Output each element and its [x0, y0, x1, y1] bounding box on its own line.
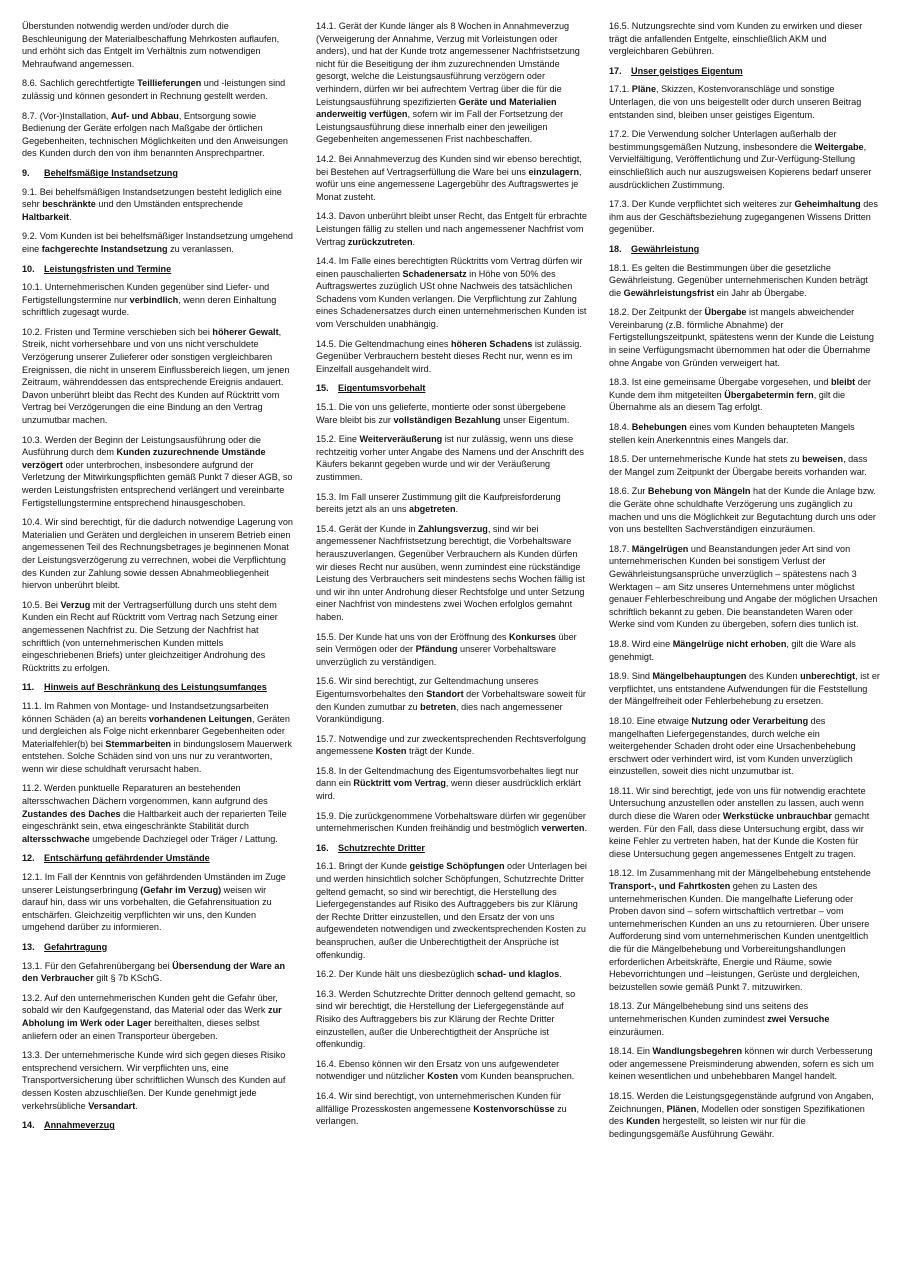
clause-text: des ihm aus der Geschäftsbeziehung zugegangenen Wissens Dritten gegenüber. — [609, 199, 878, 235]
clause-paragraph — [609, 83, 881, 121]
emphasized-text: Zahlungsverzug — [418, 523, 488, 534]
clause-paragraph — [316, 255, 588, 331]
clause-paragraph — [609, 1000, 881, 1038]
clause-paragraph — [22, 110, 294, 160]
emphasized-text: Übergabe — [704, 307, 747, 318]
section-heading — [316, 382, 588, 395]
clause-text: 13.2. Auf den unternehmerischen Kunden geht die Gefahr über, sobald wir den Kaufgegenstand, das Material oder das Werk — [22, 992, 278, 1016]
emphasized-text: einzulagern — [528, 166, 580, 177]
clause-text: , Modellen oder sonstigen Spezifikationen des — [609, 1103, 865, 1127]
clause-text: des Kunden — [746, 671, 801, 682]
emphasized-text: unberechtigt — [800, 671, 856, 682]
clause-paragraph — [609, 262, 881, 300]
emphasized-text: Verzug — [60, 599, 91, 610]
clause-text: 15.9. Die zurückgenommene Vorbehaltsware dürfen wir gegenüber unternehmerischen Kunden freihändig und bestmöglich — [316, 810, 586, 834]
clause-text: , gilt die Übernahme als an diesem Tag erfolgt. — [609, 389, 846, 413]
clause-text: 18.14. Ein — [609, 1046, 653, 1057]
clause-text: 18.8. Wird eine — [609, 638, 673, 649]
clause-text: mit der Vertragserfüllung durch uns steht dem Kunden ein Recht auf Rücktritt vom Vertrag nach Setzung einer angemessenen Nachfrist zu. Die Setzung der Nachfrist hat schriftlich (von unternehmerischen Kunden mittels eingeschriebenen Briefs) unter gleichzeitiger Androhung des Rücktritts zu erfolgen. — [22, 599, 278, 673]
emphasized-text: Geräte und Materialien anderweitig verfügen — [316, 96, 557, 120]
clause-text: 8.6. Sachlich gerechtfertigte — [22, 78, 138, 89]
section-heading — [609, 243, 881, 256]
clause-paragraph — [609, 198, 881, 236]
clause-text: 18.12. Im Zusammenhang mit der Mängelbehebung entstehende — [609, 868, 871, 879]
clause-text: 16.4. Wir sind berechtigt, von unternehmerischen Kunden für allfällige Prozesskosten angemessene — [316, 1090, 562, 1114]
clause-text: , Skizzen, Kostenvoranschläge und sonstige Unterlagen, die von uns beigestellt oder durch unseren Beitrag entstanden sind, bleiben unser geistiges Eigentum. — [609, 84, 862, 120]
emphasized-text: höheren Schadens — [450, 338, 533, 349]
clause-text: zu verlangen. — [316, 1103, 567, 1127]
section-title: Entschärfung gefährdender Umstände — [44, 853, 210, 864]
emphasized-text: Geheimhaltung — [794, 199, 861, 210]
clause-paragraph — [22, 992, 294, 1042]
clause-paragraph — [316, 860, 588, 961]
emphasized-text: Konkurses — [508, 631, 556, 642]
section-number: 13. — [22, 942, 35, 952]
clause-text: . — [455, 504, 459, 515]
clause-paragraph — [22, 281, 294, 319]
clause-text: , dass der Mangel zum Zeitpunkt der Übergabe bereits vorhanden war. — [609, 454, 868, 477]
clause-paragraph — [609, 543, 881, 631]
emphasized-text: Pfändung — [415, 644, 458, 655]
emphasized-text: Kunden zuzurechnende Umstände verzögert — [22, 447, 266, 470]
clause-text: . — [69, 211, 72, 222]
emphasized-text: Plänen — [666, 1103, 697, 1114]
text-column-left — [22, 20, 294, 1270]
clause-text: . — [412, 236, 416, 247]
clause-paragraph — [609, 1090, 881, 1140]
section-number: 11. — [22, 682, 35, 693]
emphasized-text: höherer Gewalt — [212, 326, 279, 337]
clause-text: , Entsorgung sowie Bedienung der Geräte erfolgen nach Maßgabe der örtlichen Gegebenheiten, technischen Möglichkeiten und den Anweisungen des Kunden durch den von ihm benannten Ansprechpartner. — [22, 110, 288, 159]
emphasized-text: Pläne — [631, 84, 657, 95]
emphasized-text: vorhandenen Leitungen — [148, 713, 252, 724]
clause-text: eines vom Kunden behaupteten Mangels stellen kein Anerkenntnis eines Mangels dar. — [609, 422, 855, 445]
emphasized-text: Zustandes des Daches — [22, 808, 121, 819]
section-title: Hinweis auf Beschränkung des Leistungsumfanges — [44, 682, 267, 693]
clause-paragraph — [609, 306, 881, 369]
clause-paragraph — [316, 810, 588, 835]
clause-text: 11.1. Im Rahmen von Montage- und Instandsetzungsarbeiten können Schäden (a) an bereits — [22, 700, 269, 724]
clause-text: 15.5. Der Kunde hat uns von der Eröffnung des — [316, 631, 509, 642]
section-title: Gefahrtragung — [44, 942, 108, 952]
clause-paragraph — [22, 186, 294, 224]
clause-paragraph — [316, 523, 588, 624]
clause-text: 18.5. Der unternehmerische Kunde hat stets zu — [609, 454, 803, 465]
clause-text: gilt § 7b KSchG. — [93, 973, 163, 984]
clause-paragraph — [609, 715, 881, 778]
clause-paragraph — [22, 599, 294, 675]
clause-paragraph — [316, 1090, 588, 1128]
section-title: Unser geistiges Eigentum — [631, 65, 743, 76]
section-number: 14. — [22, 1120, 35, 1131]
emphasized-text: betreten — [420, 701, 457, 712]
section-number: 16. — [316, 842, 329, 853]
clause-text: 15.6. Wir sind berechtigt, zur Geltendmachung unseres Eigentumsvorbehaltes den — [316, 676, 539, 699]
emphasized-text: Kosten — [375, 746, 407, 757]
clause-text: 9.1. Bei behelfsmäßigen Instandsetzungen besteht lediglich eine sehr — [22, 186, 282, 210]
emphasized-text: Weiterveräußerung — [359, 434, 443, 445]
clause-text: oder unterbrochen, insbesondere aufgrund der Verletzung der Mitwirkungspflichten gemäß Punkt 7 dieser AGB, so werden Leistungsfristen entsprechend verlängert und vereinbarte Fertigstellungstermine entsprechend hinausgeschoben. — [22, 459, 293, 508]
clause-text: , wenn deren Einhaltung schriftlich zugesagt wurde. — [22, 294, 277, 318]
clause-paragraph — [609, 638, 881, 663]
clause-text: 18.3. Ist eine gemeinsame Übergabe vorgesehen, und — [609, 377, 831, 388]
emphasized-text: Werkstücke unbrauchbar — [722, 811, 832, 822]
emphasized-text: zurückzutreten — [347, 236, 413, 247]
clause-text: unser Eigentum. — [500, 414, 570, 425]
clause-text: 18.4. — [609, 422, 632, 433]
clause-paragraph — [609, 421, 881, 446]
clause-text: , ist er verpflichtet, uns entstandene Aufwendungen für die Feststellung der Mängelfreiheit oder Fehlerbehebung zu ersetzen. — [609, 671, 880, 707]
section-title: Leistungsfristen und Termine — [44, 263, 172, 274]
clause-paragraph — [316, 491, 588, 516]
clause-text: ist mangels abweichender Vereinbarung (z.B. förmliche Abnahme) der Fertigstellungszeitpunkt, spätestens wenn der Kunde die Leistung in seine Verfügungsmacht übernommen hat oder die Übernahme ohne Angabe von Gründen verweigert hat. — [609, 307, 874, 368]
clause-text: 18.15. Werden die Leistungsgegenstände aufgrund von Angaben, Zeichnungen, — [609, 1090, 874, 1114]
clause-text: weisen wir darauf hin, dass wir uns vorbehalten, die Gefahrensituation zu entschärfen. Gleichzeitig verpflichten wir uns, den Kunden umgehend darüber zu informieren. — [22, 884, 272, 933]
emphasized-text: beschränkte — [42, 199, 96, 210]
section-heading — [316, 842, 588, 855]
emphasized-text: Kosten — [427, 1071, 459, 1082]
emphasized-text: Schadenersatz — [402, 268, 467, 279]
clause-text: , sofern wir im Fall der Fortsetzung der Leistungsausführung diese innerhalb einer den jeweiligen Gegebenheiten angemessenen Frist nachbeschaffen. — [316, 109, 564, 145]
clause-text: oder Unterlagen bei und werden hinsichtlich solcher Schöpfungen, Schutzrechte Dritter geltend gemacht, so sind wir berechtigt, die Herstellung des Liefergegenstandes auf Risiko des Auftraggebers bis zur Klärung der Rechte Dritter einzustellen, und den Ersatz der von uns aufgewendeten notwendigen und zweckentsprechenden Kosten zu beanspruchen, außer die Unberechtigtheit der Ansprüche ist offenkundig. — [316, 861, 587, 960]
clause-text: hat der Kunde die Anlage bzw. die Geräte ohne schuldhafte Verzögerung uns zugänglich zu machen und uns die Möglichkeit zur Begutachtung durch uns oder von uns bestellten Sachverständigen einzuräumen. — [609, 486, 876, 535]
clause-text: 18.2. Der Zeitpunkt der — [609, 307, 705, 318]
clause-text: einzuräumen. — [609, 1026, 665, 1037]
clause-text: können wir durch Verbesserung oder angemessene Preisminderung abwenden, sofern es sich um keinen wesentlichen und unbehebbaren Mangel handelt. — [609, 1046, 874, 1082]
clause-paragraph — [22, 1049, 294, 1112]
clause-text: gemacht werden. Für den Fall, dass diese Untersuchung ergibt, dass wir keine Fehler zu vertreten haben, hat der Kunde die Kosten für diese Untersuchung gegen angemessenes Entgelt zu tragen. — [609, 811, 870, 859]
clause-text: der Kunde dem ihm mitgeteilten — [609, 377, 871, 400]
emphasized-text: Weitergabe — [814, 141, 864, 152]
clause-text: , Geräten und dergleichen als Folge nicht erkennbarer Gegebenheiten oder Materialfehler(b) bei — [22, 713, 290, 749]
clause-paragraph — [316, 733, 588, 758]
clause-paragraph — [22, 77, 294, 102]
clause-text: unserer Vorbehaltsware unverzüglich zu verständigen. — [316, 644, 557, 667]
clause-text: 15.8. In der Geltendmachung des Eigentumsvorbehaltes liegt nur dann ein — [316, 765, 579, 789]
clause-paragraph — [22, 700, 294, 776]
clause-paragraph — [609, 785, 881, 861]
clause-text: 16.5. Nutzungsrechte sind vom Kunden zu erwirken und dieser trägt die anfallenden Entgelte, einschließlich AKM und vergleichbaren Gebühren. — [609, 21, 863, 57]
clause-text: und -leistungen sind zulässig und können gesondert in Rechnung gestellt werden. — [22, 78, 286, 101]
emphasized-text: Mängelrügen — [631, 543, 689, 554]
clause-paragraph — [316, 1058, 588, 1083]
clause-text: 13.3. Der unternehmerische Kunde wird sich gegen dieses Risiko entsprechend versichern. Wir verpflichten uns, eine Transportversicherung über schriftlichen Wunsch des Kunden auf dessen Kosten abzuschließen. Der Kunde genehmigt jede verkehrsübliche — [22, 1050, 286, 1111]
clause-text: 10.5. Bei — [22, 599, 61, 610]
clause-text: ist zulässig. Gegenüber Verbrauchern besteht dieses Recht nur, wenn es im Einzelfall ausgehandelt wird. — [316, 338, 582, 374]
emphasized-text: Übergabetermin fern — [724, 389, 814, 400]
clause-text: 14.1. Gerät der Kunde länger als 8 Wochen in Annahmeverzug (Verweigerung der Annahme, Verzug mit Vorleistungen oder anders), und hat der Kunde trotz angemessener Nachfristsetzung nicht für die Beseitigung der ihm zuzurechnenden Umstände gesorgt, welche die Leistungsausführung verzögern oder verhindern, dürfen wir bei aufrechtem Vertrag über die für die Leistungsausführung spezifizierten — [316, 21, 580, 107]
clause-text: ein Jahr ab Übergabe. — [714, 287, 807, 298]
emphasized-text: Standort — [426, 688, 464, 699]
clause-text: 16.2. Der Kunde hält uns diesbezüglich — [316, 969, 477, 980]
clause-text: , sind wir bei angemessener Nachfristsetzung berechtigt, die Vorbehaltsware herauszuverlangen. Gegenüber Verbrauchern als Kunden dürfen wir dieses Recht nur ausüben, wenn zumindest eine rückständige Leistung des Verbrauchers seit mindestens sechs Wochen fällig ist und wir ihn unter Androhung dieser Rechtsfolge und unter Setzung einer Nachfrist von mindestens zwei Wochen erfolglos gemahnt haben. — [316, 523, 585, 622]
clause-text: über sein Vermögen oder der — [316, 631, 577, 655]
clause-text: 10.4. Wir sind berechtigt, für die dadurch notwendige Lagerung von Materialien und Geräten und dergleichen in unserem Betrieb einen angemessenen Teil des Rechnungsbetrages je beginnenen Monat der Leistungsverzögerung zu verrechnen, wobei die Verpflichtung des Kunden zur Zahlung sowie dessen Abnahmeobliegenheit hiervon unberührt bleibt. — [22, 517, 293, 591]
clause-text: . — [559, 969, 562, 980]
emphasized-text: Behebung von Mängeln — [647, 486, 751, 497]
emphasized-text: beweisen — [802, 454, 844, 465]
clause-text: 14.3. Davon unberührt bleibt unser Recht, das Entgelt für erbrachte Leistungen fällig zu stellen und nach angemessener Nachfrist vom Vertrag — [316, 211, 587, 247]
clause-text: 13.1. Für den Gefahrenübergang bei — [22, 960, 173, 971]
emphasized-text: Versandart — [88, 1100, 136, 1111]
clause-text: 16.3. Werden Schutzrechte Dritter dennoch geltend gemacht, so sind wir berechtigt, die Herstellung der Liefergegenstände auf Risiko des Auftraggebers bis zur Klärung der Rechte Dritter einzustellen, außer die Unberechtigtheit der Ansprüche ist offenkundig. — [316, 988, 576, 1050]
clause-paragraph — [316, 968, 588, 981]
emphasized-text: zwei Versuche — [767, 1013, 830, 1024]
emphasized-text: altersschwache — [22, 833, 90, 844]
emphasized-text: verbindlich — [129, 294, 179, 305]
emphasized-text: Haltbarkeit — [22, 211, 70, 222]
clause-text: 15.1. Die von uns gelieferte, montierte oder sonst übergebene Ware bleibt bis zur — [316, 402, 566, 425]
clause-paragraph — [609, 20, 881, 58]
clause-paragraph — [609, 376, 881, 414]
clause-text: . — [584, 823, 587, 834]
emphasized-text: (Gefahr im Verzug) — [140, 884, 222, 895]
emphasized-text: Gewährleistungsfrist — [623, 287, 715, 298]
clause-paragraph — [609, 485, 881, 535]
clause-text: 15.7. Notwendige und zur zweckentsprechenden Rechtsverfolgung angemessene — [316, 733, 586, 757]
clause-paragraph — [316, 20, 588, 146]
clause-text: der Vorbehaltsware soweit für den Kunden zumutbar zu — [316, 688, 586, 712]
emphasized-text: Teillieferungen — [137, 78, 202, 89]
section-number: 17. — [609, 65, 622, 76]
emphasized-text: abgetreten — [409, 504, 456, 515]
clause-text: 10.2. Fristen und Termine verschieben sich bei — [22, 326, 213, 337]
clause-text: 16.1. Bringt der Kunde — [316, 861, 410, 872]
clause-text: hergestellt, so leisten wir nur für die bedingungsgemäße Ausführung Gewähr. — [609, 1116, 806, 1139]
clause-text: in Höhe von 50% des Auftragswertes zuzüglich USt ohne Nachweis des tatsächlichen Schadens vom Kunden verlangen. Die Verpflichtung zur Zahlung eines Schadenersatzes durch einen unternehmerischen Kunden ist vom Verschulden unabhängig. — [316, 268, 587, 330]
section-number: 10. — [22, 263, 35, 274]
clause-text: 9.2. Vom Kunden ist bei behelfsmäßiger Instandsetzung umgehend eine — [22, 231, 293, 254]
clause-text: , Streik, nicht vorhersehbare und von uns nicht verschuldete Verzögerung unserer Zulieferer oder sonstigen vergleichbaren Ereignissen, die nicht in unserem Einflussbereich liegen, um jenen Zeitraum, währenddessen das entsprechende Ereignis andauert. Davon unberührt bleibt das Recht des Kunden auf Rücktritt vom Vertrag bei Verzögerungen die eine Bindung an den Vertrag unzumutbar machen. — [22, 326, 290, 426]
section-heading — [22, 1119, 294, 1132]
emphasized-text: Rücktritt vom Vertrag — [353, 778, 446, 789]
section-number: 18. — [609, 243, 622, 254]
clause-paragraph — [22, 230, 294, 255]
clause-paragraph — [316, 153, 588, 203]
clause-text: trägt der Kunde. — [406, 746, 475, 757]
emphasized-text: geistige Schöpfungen — [409, 861, 505, 872]
clause-text: 18.9. Sind — [609, 671, 653, 682]
emphasized-text: Auf- und Abbau — [110, 110, 179, 121]
clause-text: 16.4. Ebenso können wir den Ersatz von uns aufgewendeter notwendiger und nützlicher — [316, 1058, 560, 1082]
clause-text: 15.2. Eine — [316, 434, 360, 445]
text-column-right — [609, 20, 881, 1270]
clause-text: , Vervielfältigung, Veröffentlichung und Zur-Verfügung-Stellung einschließlich auch nur auszugsweisen Kopierens bedarf unserer ausdrücklichen Zustimmung. — [609, 141, 872, 190]
clause-text: die Haltbarkeit auch der reparierten Teile eingeschränkt sein, etwa eingeschränkte Stabilität durch — [22, 808, 287, 832]
emphasized-text: fachgerechte Instandsetzung — [41, 243, 168, 254]
clause-text: 14.4. Im Falle eines berechtigten Rücktritts vom Vertrag dürfen wir einen pauschalierten — [316, 256, 583, 279]
clause-text: , dies nach angemessener Vorankündigung. — [316, 701, 563, 725]
section-title: Behelfsmäßige Instandsetzung — [44, 167, 178, 178]
emphasized-text: Transport-, und Fahrtkosten — [609, 881, 731, 892]
clause-paragraph — [316, 433, 588, 483]
clause-text: vom Kunden beanspruchen. — [458, 1071, 575, 1082]
section-heading — [22, 263, 294, 276]
clause-text: 8.7. (Vor-)Installation, — [22, 110, 111, 121]
section-heading — [22, 681, 294, 694]
emphasized-text: Nutzung oder Verarbeitung — [691, 715, 809, 726]
emphasized-text: zur Abholung im Werk oder Lager — [22, 1005, 282, 1028]
emphasized-text: Stemmarbeiten — [105, 738, 172, 749]
clause-paragraph — [22, 326, 294, 427]
emphasized-text: verwerten — [541, 823, 585, 834]
clause-paragraph — [609, 867, 881, 993]
text-column-middle — [316, 20, 588, 1270]
clause-text: 15.4. Gerät der Kunde in — [316, 523, 419, 534]
section-number: 15. — [316, 383, 329, 394]
clause-text: 12.1. Im Fall der Kenntnis von gefährdenden Umständen im Zuge unserer Leistungserbringung — [22, 872, 286, 895]
section-title: Gewährleistung — [631, 243, 700, 254]
clause-text: 18.11. Wir sind berechtigt, jede von uns für notwendig erachtete Untersuchung anzustellen oder anstellen zu lassen, auch wenn durch diese die Waren oder — [609, 785, 866, 822]
emphasized-text: Mängelrüge nicht erhoben — [672, 638, 787, 649]
section-heading — [22, 852, 294, 865]
clause-text: 17.1. — [609, 84, 632, 95]
clause-paragraph — [316, 765, 588, 803]
clause-paragraph — [609, 1045, 881, 1083]
clause-text: 17.3. Der Kunde verpflichtet sich weiteres zur — [609, 199, 795, 210]
emphasized-text: Übersendung der Ware an den Verbraucher — [22, 960, 286, 984]
emphasized-text: Kostenvorschüsse — [473, 1103, 555, 1114]
section-heading — [609, 65, 881, 78]
clause-paragraph — [22, 960, 294, 985]
clause-text: . — [135, 1100, 138, 1111]
clause-paragraph — [316, 631, 588, 669]
clause-text: , wenn dieser ausdrücklich erklärt wird. — [316, 778, 581, 802]
clause-text: 11.2. Werden punktuelle Reparaturen an bestehenden altersschwachen Dächern vorgenommen, kann aufgrund des — [22, 783, 268, 807]
clause-paragraph — [22, 871, 294, 934]
emphasized-text: bleibt — [830, 377, 856, 388]
clause-text: des mangelhaften Liefergegenstandes, durch welche ein weitergehender Schaden droht oder eine Ursachenbehebung erschwert oder verhindert wird, ist vom Kunden unverzüglich einzustellen, soweit dies nicht unzumutbar ist. — [609, 715, 856, 777]
clause-text: 18.10. Eine etwaige — [609, 715, 692, 726]
clause-text: 18.6. Zur — [609, 486, 648, 497]
clause-text: 10.1. Unternehmerischen Kunden gegenüber sind Liefer- und Fertigstellungstermine nur — [22, 282, 270, 305]
clause-text: Überstunden notwendig werden und/oder durch die Beschleunigung der Materialbeschaffung Mehrkosten auflaufen, und erhöht sich das Entgelt im Verhältnis zum notwendigen Mehraufwand angemessen. — [22, 21, 280, 69]
clause-paragraph — [22, 20, 294, 70]
emphasized-text: Kunden — [626, 1116, 661, 1127]
clause-text: gehen zu Lasten des unternehmerischen Kunden. Die mangelhafte Lieferung oder Proben davon sind – sofern wirtschaftlich vertretbar – vom unternehmerischen Kunden an uns zu retournieren. Über unsere Aufforderung sind vom unternehmerischen Kunden unentgeltlich die für die Mängelbehebung und Vorbereitungshandlungen erforderlichen Arbeitskräfte, Energie und Räume, sowie Hebevorrichtungen und –leistungen, Gerüste und dergleichen, beizustellen sowie gemäß Punkt 7. mitzuwirken. — [609, 881, 870, 992]
section-title: Schutzrechte Dritter — [338, 842, 425, 853]
clause-paragraph — [316, 675, 588, 725]
clause-paragraph — [22, 516, 294, 592]
clause-text: ist nur zulässig, wenn uns diese rechtzeitig vorher unter Angabe des Namens und der Anschrift des Käufers bekannt gegeben wurde und wir der Veräußerung zustimmen. — [316, 434, 584, 482]
section-title: Annahmeverzug — [44, 1120, 115, 1131]
emphasized-text: Wandlungsbegehren — [652, 1046, 743, 1057]
clause-text: 14.2. Bei Annahmeverzug des Kunden sind wir ebenso berechtigt, bei Bestehen auf Vertragserfüllung die Ware bei uns — [316, 153, 582, 177]
clause-text: 18.7. — [609, 543, 632, 554]
clause-paragraph — [609, 128, 881, 191]
clause-paragraph — [22, 434, 294, 510]
clause-text: 18.1. Es gelten die Bestimmungen über die gesetzliche Gewährleistung. Gegenüber unternehmerischen Kunden beträgt die — [609, 262, 868, 298]
emphasized-text: vollständigen Bezahlung — [393, 414, 501, 425]
section-number: 12. — [22, 853, 35, 864]
section-number: 9. — [22, 167, 30, 178]
clause-text: 10.3. Werden der Beginn der Leistungsausführung oder die Ausführung durch dem — [22, 434, 261, 458]
clause-paragraph — [316, 338, 588, 376]
clause-text: in bindungslosem Mauerwerk entstehen. Solche Schäden sind von uns nur zu verantworten, wenn wir diese schuldhaft verursacht haben. — [22, 738, 292, 774]
clause-paragraph — [22, 782, 294, 845]
section-title: Eigentumsvorbehalt — [338, 383, 426, 394]
clause-text: umgebende Dachziegel oder Träger / Lattung. — [89, 833, 278, 844]
clause-text: 17.2. Die Verwendung solcher Unterlagen außerhalb der bestimmungsgemäßen Nutzung, insbesondere die — [609, 129, 837, 152]
clause-text: bereithalten, dieses selbst anliefern oder an einen Transporteur übergeben. — [22, 1017, 260, 1041]
clause-paragraph — [316, 401, 588, 426]
section-heading — [22, 941, 294, 954]
emphasized-text: Mängelbehauptungen — [652, 671, 747, 682]
clause-text: 15.3. Im Fall unserer Zustimmung gilt die Kaufpreisforderung bereits jetzt als an uns — [316, 491, 561, 515]
clause-paragraph — [609, 453, 881, 478]
emphasized-text: schad- und klaglos — [476, 969, 560, 980]
clause-text: zu veranlassen. — [167, 243, 234, 254]
clause-text: und den Umständen entsprechende — [95, 199, 243, 210]
clause-text: und Beanstandungen jeder Art sind von unternehmerischen Kunden bei sonstigem Verlust der Gewährleistungsansprüche unverzüglich – spätestens nach 3 Werktagen – am Sitz unseres Unternehmens unter möglichst genauer Fehlerbeschreibung und Angabe der möglichen Ursachen schriftlich bekannt zu geben. Die beanstandeten Waren oder Werke sind vom Kunden zu übergeben, sofern dies tunlich ist. — [609, 543, 878, 630]
clause-text: 18.13. Zur Mängelbehebung sind uns seitens des unternehmerischen Kunden zumindest — [609, 1001, 809, 1024]
clause-paragraph — [316, 210, 588, 248]
clause-paragraph — [316, 988, 588, 1051]
clause-text: 14.5. Die Geltendmachung eines — [316, 338, 451, 349]
clause-text: , gilt die Ware als genehmigt. — [609, 638, 856, 662]
section-heading — [22, 167, 294, 180]
emphasized-text: Behebungen — [631, 422, 687, 433]
clause-text: , wofür uns eine angemessene Lagergebühr des Auftragswertes je Monat zusteht. — [316, 166, 582, 202]
clause-paragraph — [609, 670, 881, 708]
